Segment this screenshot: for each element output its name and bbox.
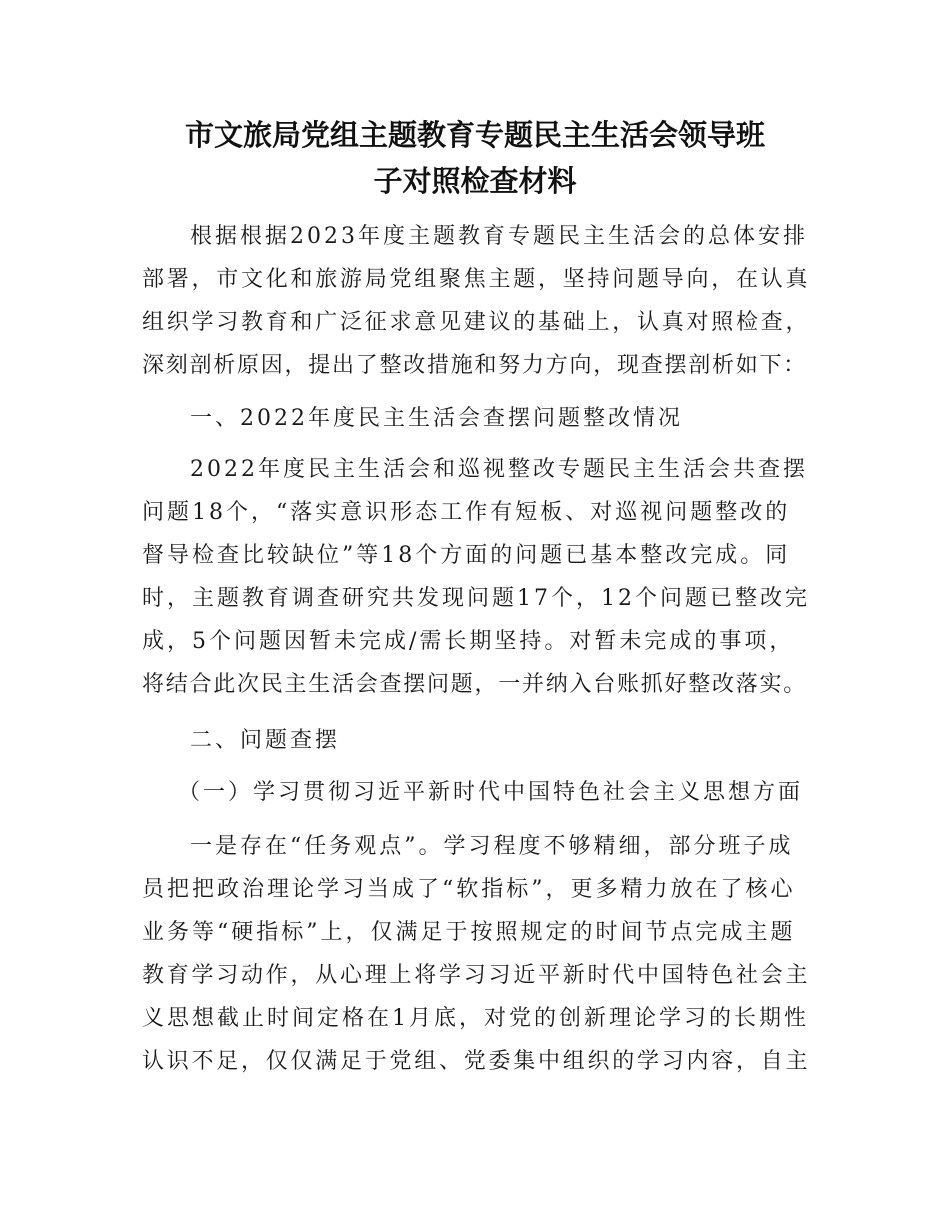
section-1-line-1: 2022年度民主生活会和巡视整改专题民主生活会共查摆 <box>190 457 808 482</box>
subsection-1-line-6: 认识不足，仅仅满足于党组、党委集中组织的学习内容，自主 <box>142 1049 811 1074</box>
intro-line-1: 根据根据2023年度主题教育专题民主生活会的总体安排 <box>190 224 808 249</box>
subsection-1-line-3: 业务等“硬指标”上，仅满足于按照规定的时间节点完成主题 <box>142 920 796 945</box>
subsection-1-heading: （一）学习贯彻习近平新时代中国特色社会主义思想方面 <box>178 780 804 805</box>
subsection-1-line-4: 教育学习动作，从心理上将学习习近平新时代中国特色社会主 <box>142 963 811 988</box>
document-title-line-2: 子对照检查材料 <box>373 164 577 198</box>
document-title-line-1: 市文旅局党组主题教育专题民主生活会领导班 <box>184 118 765 152</box>
section-1-heading: 一、2022年度民主生活会查摆问题整改情况 <box>190 406 683 431</box>
section-1-line-4: 时，主题教育调查研究共发现问题17个，12个问题已整改完 <box>142 586 810 611</box>
subsection-1-line-5: 义思想截止时间定格在1月底，对党的创新理论学习的长期性 <box>142 1006 809 1031</box>
section-1-line-5: 成，5个问题因暂未完成/需长期坚持。对暂未完成的事项， <box>142 629 795 654</box>
section-1-line-6: 将结合此次民主生活会查摆问题，一并纳入台账抓好整改落实。 <box>142 672 808 697</box>
section-1-line-3: 督导检查比较缺位”等18个方面的问题已基本整改完成。同 <box>142 543 791 568</box>
intro-line-2: 部署，市文化和旅游局党组聚焦主题，坚持问题导向，在认真 <box>142 267 811 292</box>
subsection-1-line-2: 员把把政治理论学习当成了“软指标”，更多精力放在了核心 <box>142 877 796 902</box>
intro-line-4: 深刻剖析原因，提出了整改措施和努力方向，现查摆剖析如下： <box>142 353 808 378</box>
section-1-line-2: 问题18个，“落实意识形态工作有短板、对巡视问题整改的 <box>142 500 791 525</box>
intro-line-3: 组织学习教育和广泛征求意见建议的基础上，认真对照检查， <box>142 310 811 335</box>
section-2-heading: 二、问题查摆 <box>190 728 341 753</box>
subsection-1-line-1: 一是存在“任务观点”。学习程度不够精细，部分班子成 <box>190 834 794 859</box>
